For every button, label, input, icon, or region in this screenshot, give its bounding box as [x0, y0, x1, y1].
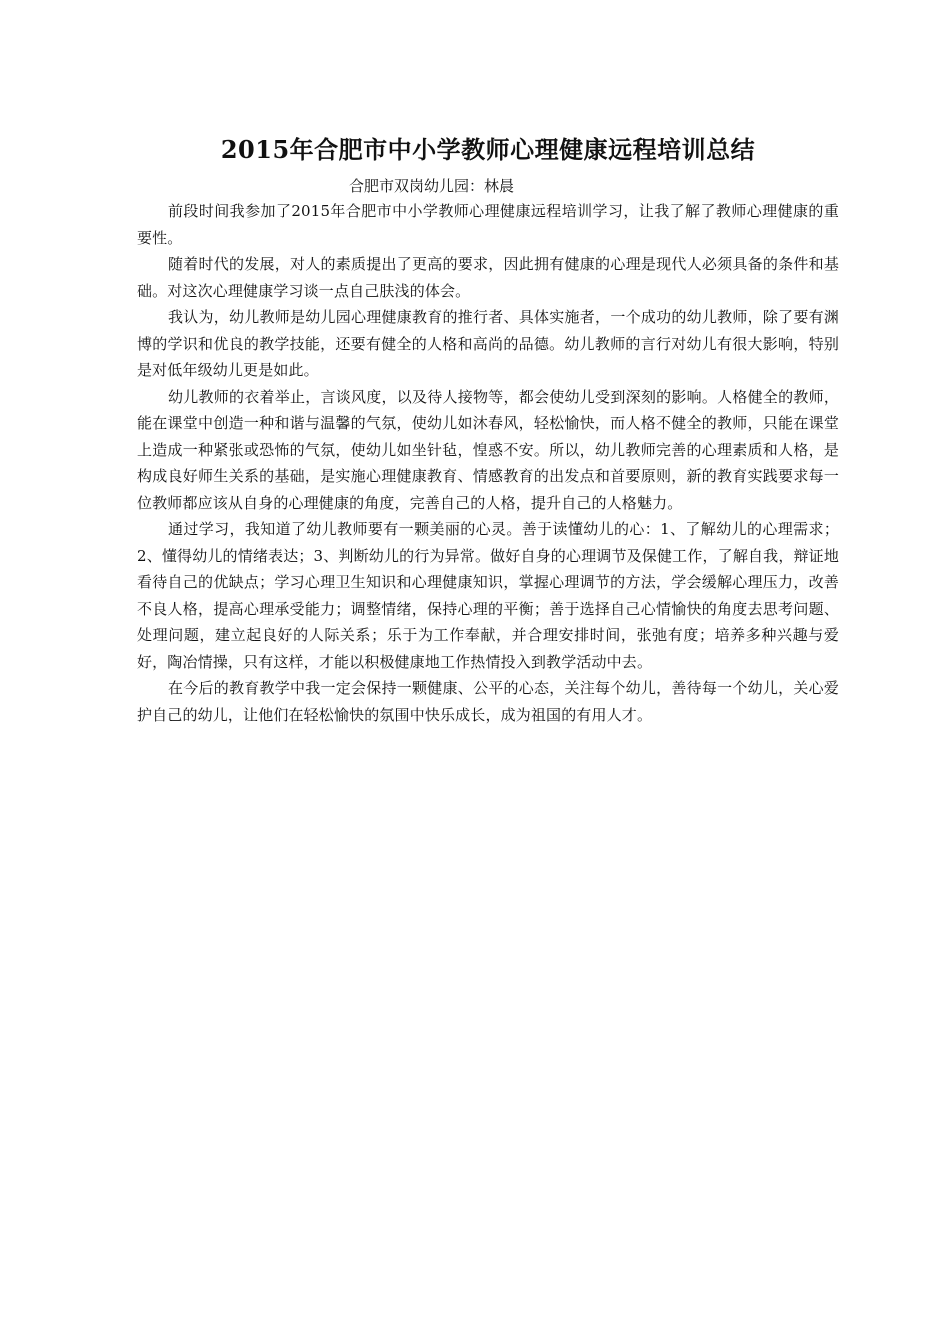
paragraph-5: 通过学习，我知道了幼儿教师要有一颗美丽的心灵。善于读懂幼儿的心：1、了解幼儿的心理需求；2、懂得幼儿的情绪表达；3、判断幼儿的行为异常。做好自身的心理调节及保健工作，了解自我，辩证地看待自己的优缺点；学习心理卫生知识和心理健康知识，掌握心理调节的方法，学会缓解心理压力，改善不良人格，提高心理承受能力；调整情绪，保持心理的平衡；善于选择自己心情愉快的角度去思考问题、处理问题，建立起良好的人际关系；乐于为工作奉献，并合理安排时间，张弛有度；培养多种兴趣与爱好，陶冶情操，只有这样，才能以积极健康地工作热情投入到教学活动中去。: [137, 520, 839, 671]
paragraph-2: 随着时代的发展，对人的素质提出了更高的要求，因此拥有健康的心理是现代人必须具备的条件和基础。对这次心理健康学习谈一点自己肤浅的体会。: [137, 255, 839, 300]
paragraph-6: 在今后的教育教学中我一定会保持一颗健康、公平的心态，关注每个幼儿，善待每一个幼儿，关心爱护自己的幼儿，让他们在轻松愉快的氛围中快乐成长，成为祖国的有用人才。: [137, 679, 839, 724]
paragraph-3: 我认为，幼儿教师是幼儿园心理健康教育的推行者、具体实施者，一个成功的幼儿教师，除了要有渊博的学识和优良的教学技能，还要有健全的人格和高尚的品德。幼儿教师的言行对幼儿有很大影响，特别是对低年级幼儿更是如此。: [137, 308, 839, 379]
paragraph-4: 幼儿教师的衣着举止，言谈风度，以及待人接物等，都会使幼儿受到深刻的影响。人格健全的教师，能在课堂中创造一种和谐与温馨的气氛，使幼儿如沐春风，轻松愉快，而人格不健全的教师，只能在课堂上造成一种紧张或恐怖的气氛，使幼儿如坐针毡，惶惑不安。所以，幼儿教师完善的心理素质和人格，是构成良好师生关系的基础，是实施心理健康教育、情感教育的出发点和首要原则，新的教育实践要求每一位教师都应该从自身的心理健康的角度，完善自己的人格，提升自己的人格魅力。: [137, 387, 839, 512]
document-title: 2015年合肥市中小学教师心理健康远程培训总结: [220, 135, 756, 164]
document-body: [137, 128, 839, 728]
author-byline: 合肥市双岗幼儿园：林晨: [349, 177, 515, 195]
paragraph-1: 前段时间我参加了2015年合肥市中小学教师心理健康远程培训学习，让我了解了教师心理健康的重要性。: [137, 202, 839, 247]
